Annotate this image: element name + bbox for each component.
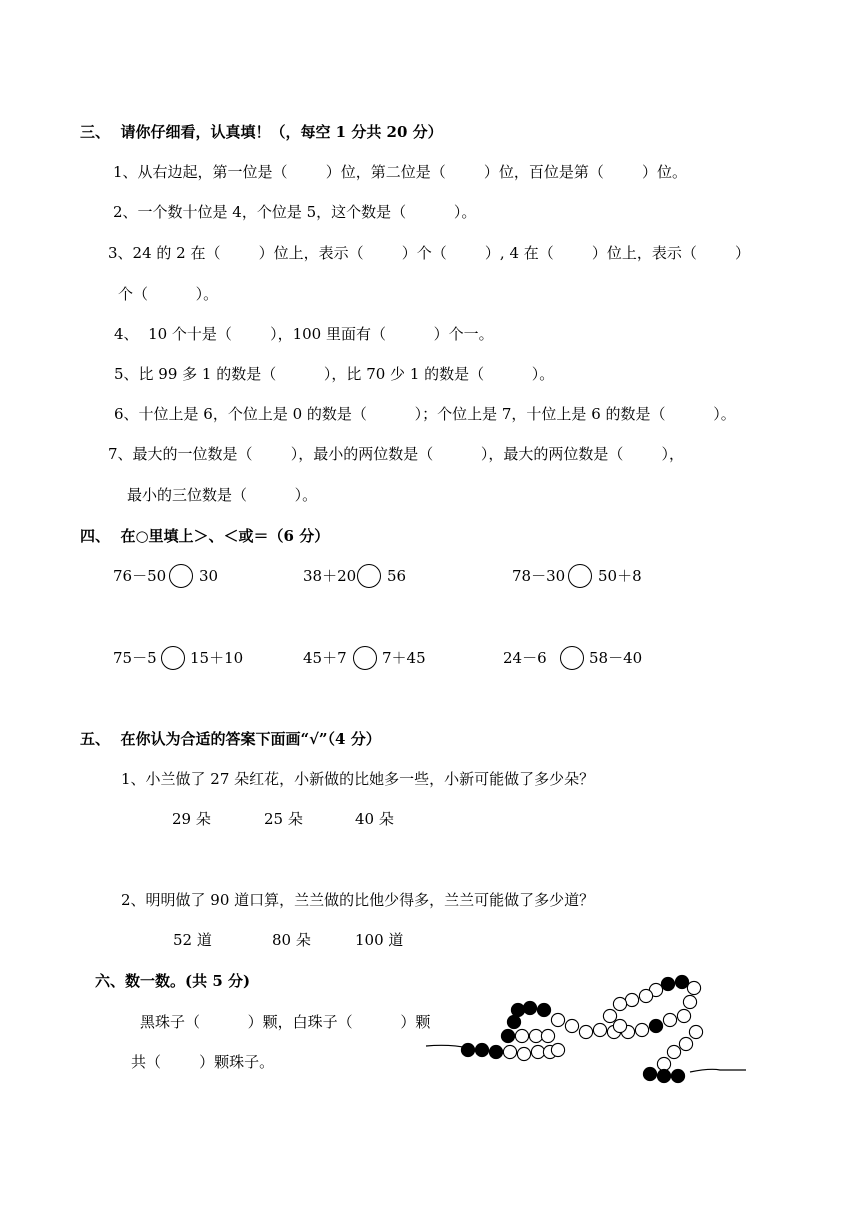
black-bead: [537, 1003, 550, 1016]
compare-expr-left: 78－30: [512, 567, 566, 585]
black-bead: [501, 1029, 514, 1042]
section-3-heading: 三、 请你仔细看，认真填！（，每空 1 分共 20 分）: [80, 123, 443, 141]
compare-circle[interactable]: [161, 646, 185, 670]
compare-expr-right: 58－40: [589, 649, 643, 667]
white-bead: [593, 1023, 606, 1036]
black-bead: [511, 1003, 524, 1016]
compare-circle[interactable]: [357, 564, 381, 588]
black-bead: [461, 1043, 474, 1056]
white-bead: [579, 1025, 592, 1038]
question-3-1: 1、从右边起，第一位是（ ）位，第二位是（ ）位，百位是第（ ）位。: [113, 163, 687, 181]
bead-count-line: 黑珠子（ ）颗，白珠子（ ）颗: [140, 1013, 431, 1031]
question-3-5: 5、比 99 多 1 的数是（ ），比 70 少 1 的数是（ ）。: [114, 365, 555, 383]
white-bead: [551, 1013, 564, 1026]
answer-option[interactable]: 80 朵: [272, 931, 311, 949]
question-3-3: 3、24 的 2 在（ ）位上，表示（ ）个（ ）, 4 在（ ）位上，表示（ ）: [108, 244, 751, 262]
white-bead: [683, 995, 696, 1008]
compare-expr-left: 24－6: [503, 649, 547, 667]
white-bead: [551, 1043, 564, 1056]
white-bead: [565, 1019, 578, 1032]
compare-expr-right: 7＋45: [382, 649, 426, 667]
white-bead: [677, 1009, 690, 1022]
compare-circle[interactable]: [169, 564, 193, 588]
question-5-2: 2、明明做了 90 道口算，兰兰做的比他少得多，兰兰可能做了多少道？: [121, 891, 595, 909]
bead-total-line: 共（ ）颗珠子。: [131, 1053, 275, 1071]
compare-expr-left: 76－50: [113, 567, 167, 585]
compare-expr-right: 56: [387, 567, 407, 585]
white-bead: [657, 1057, 670, 1070]
question-3-6: 6、十位上是 6，个位上是 0 的数是（ ）；个位上是 7，十位上是 6 的数是（ ）。: [114, 405, 736, 423]
white-bead: [635, 1023, 648, 1036]
black-bead: [671, 1069, 684, 1082]
answer-option[interactable]: 52 道: [173, 931, 212, 949]
white-bead: [603, 1009, 616, 1022]
section-4-heading: 四、 在○里填上＞、＜或＝（6 分）: [80, 527, 330, 545]
black-bead: [507, 1015, 520, 1028]
question-3-2: 2、一个数十位是 4，个位是 5，这个数是（ ）。: [113, 203, 477, 221]
section-6-heading: 六、数一数。(共 5 分): [95, 972, 251, 990]
compare-expr-left: 75－5: [113, 649, 157, 667]
black-bead: [523, 1001, 536, 1014]
white-bead: [531, 1045, 544, 1058]
white-bead: [515, 1029, 528, 1042]
section-5-heading: 五、 在你认为合适的答案下面画“√”（4 分）: [80, 730, 381, 748]
answer-option[interactable]: 100 道: [355, 931, 404, 949]
compare-expr-left: 38＋20: [303, 567, 357, 585]
bead-string-illustration: [420, 970, 760, 1100]
question-3-7: 7、最大的一位数是（ ），最小的两位数是（ ），最大的两位数是（ ），: [108, 445, 685, 463]
compare-circle[interactable]: [353, 646, 377, 670]
black-bead: [643, 1067, 656, 1080]
white-bead: [667, 1045, 680, 1058]
black-bead: [661, 977, 674, 990]
question-3-3-cont: 个（ ）。: [118, 285, 219, 303]
white-bead: [689, 1025, 702, 1038]
question-3-4: 4、 10 个十是（ ），100 里面有（ ）个一。: [114, 325, 494, 343]
white-bead: [679, 1037, 692, 1050]
white-bead: [613, 997, 626, 1010]
white-bead: [613, 1019, 626, 1032]
answer-option[interactable]: 29 朵: [172, 810, 211, 828]
question-5-1: 1、小兰做了 27 朵红花，小新做的比她多一些，小新可能做了多少朵？: [121, 770, 595, 788]
compare-expr-right: 50＋8: [598, 567, 642, 585]
white-bead: [541, 1029, 554, 1042]
compare-circle[interactable]: [560, 646, 584, 670]
white-bead: [517, 1047, 530, 1060]
black-bead: [657, 1069, 670, 1082]
white-bead: [529, 1029, 542, 1042]
white-bead: [663, 1013, 676, 1026]
black-bead: [649, 1019, 662, 1032]
compare-expr-left: 45＋7: [303, 649, 347, 667]
answer-option[interactable]: 40 朵: [355, 810, 394, 828]
black-bead: [675, 975, 688, 988]
answer-option[interactable]: 25 朵: [264, 810, 303, 828]
compare-expr-right: 15＋10: [190, 649, 244, 667]
compare-circle[interactable]: [568, 564, 592, 588]
white-bead: [503, 1045, 516, 1058]
compare-expr-right: 30: [199, 567, 219, 585]
black-bead: [475, 1043, 488, 1056]
black-bead: [489, 1045, 502, 1058]
white-bead: [687, 981, 700, 994]
white-bead: [625, 993, 638, 1006]
question-3-7-cont: 最小的三位数是（ ）。: [127, 486, 318, 504]
white-bead: [639, 989, 652, 1002]
